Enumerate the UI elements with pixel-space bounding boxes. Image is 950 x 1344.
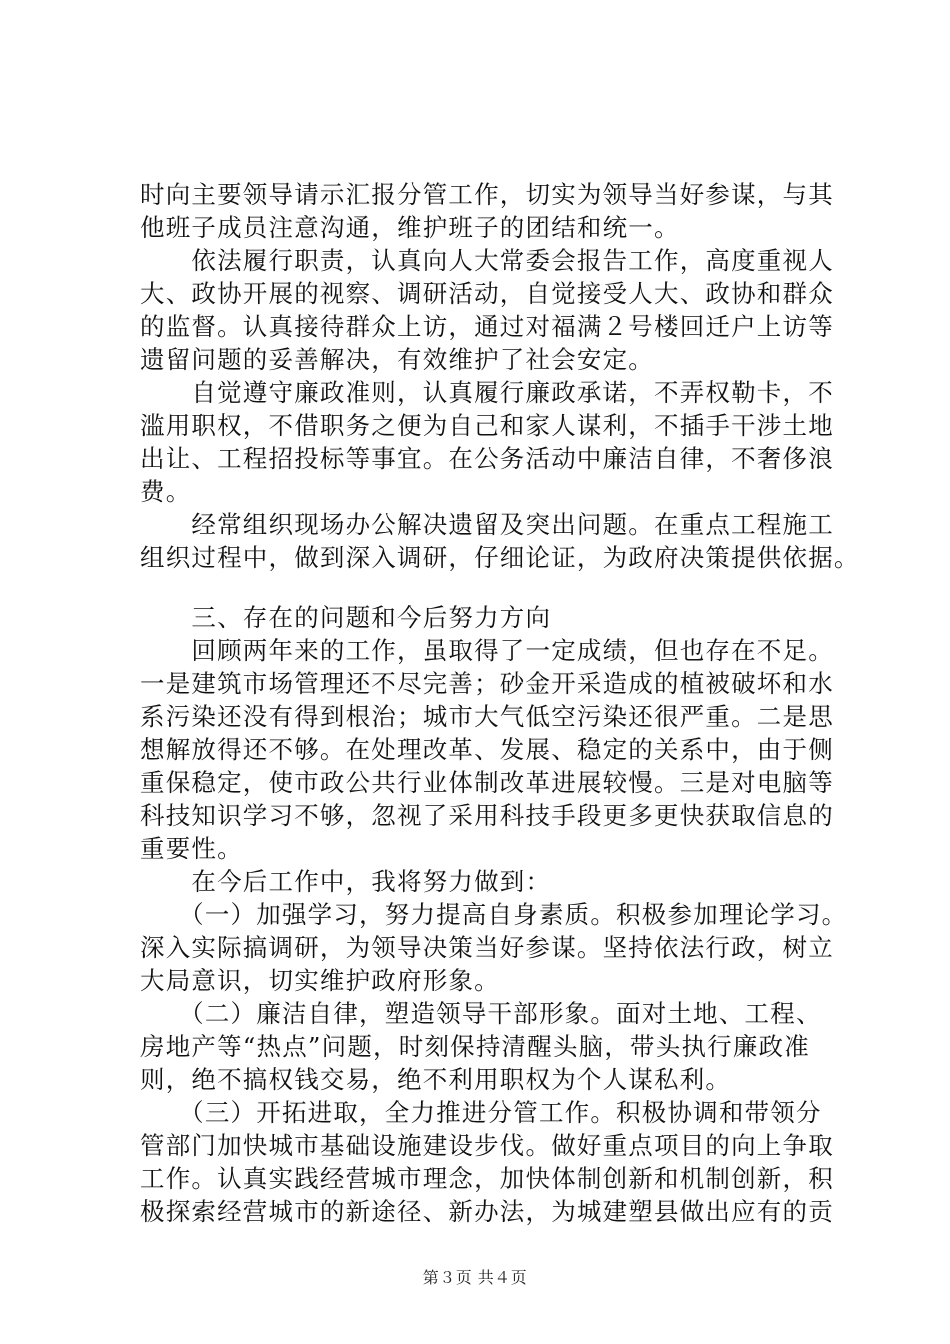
body-text-line: 依法履行职责，认真向人大常委会报告工作，高度重视人	[140, 246, 834, 275]
body-text-line: （二）廉洁自律，塑造领导干部形象。面对土地、工程、	[140, 999, 822, 1028]
body-text-line: 极探索经营城市的新途径、新办法，为城建塑县做出应有的贡	[140, 1197, 834, 1226]
body-text-line: 经常组织现场办公解决遗留及突出问题。在重点工程施工	[140, 510, 834, 539]
body-text-line: 大局意识，切实维护政府形象。	[140, 966, 500, 995]
page-number-footer: 第３页 共４页	[422, 1268, 528, 1287]
body-text-line: 管部门加快城市基础设施建设步伐。做好重点项目的向上争取	[140, 1131, 834, 1160]
body-text-line: 遗留问题的妥善解决，有效维护了社会安定。	[140, 345, 654, 374]
body-text-line: 大、政协开展的视察、调研活动，自觉接受人大、政协和群众	[140, 279, 834, 308]
body-text-line: 重要性。	[140, 834, 243, 863]
section-heading: 三、存在的问题和今后努力方向	[140, 603, 552, 632]
body-text-line: 时向主要领导请示汇报分管工作，切实为领导当好参谋，与其	[140, 180, 834, 209]
body-text-line: 工作。认真实践经营城市理念，加快体制创新和机制创新，积	[140, 1164, 834, 1193]
body-text-line: 一是建筑市场管理还不尽完善；砂金开采造成的植被破坏和水	[140, 669, 834, 698]
body-text-line: 他班子成员注意沟通，维护班子的团结和统一。	[140, 213, 680, 242]
body-text-line: 组织过程中，做到深入调研，仔细论证，为政府决策提供依据。	[140, 543, 860, 572]
body-text-line: 则，绝不搞权钱交易，绝不利用职权为个人谋私利。	[140, 1065, 732, 1094]
body-text-line: 出让、工程招投标等事宜。在公务活动中廉洁自律，不奢侈浪	[140, 444, 834, 473]
body-text-line: 深入实际搞调研，为领导决策当好参谋。坚持依法行政，树立	[140, 933, 834, 962]
body-text-line: 想解放得还不够。在处理改革、发展、稳定的关系中，由于侧	[140, 735, 834, 764]
body-text-line: 费。	[140, 477, 192, 506]
body-text-line: （三）开拓进取，全力推进分管工作。积极协调和带领分	[140, 1098, 822, 1127]
body-text-line: 滥用职权，不借职务之便为自己和家人谋利，不插手干涉土地	[140, 411, 834, 440]
body-text-line: 自觉遵守廉政准则，认真履行廉政承诺，不弄权勒卡，不	[140, 378, 834, 407]
body-text-line: （一）加强学习，努力提高自身素质。积极参加理论学习。	[140, 900, 848, 929]
body-text-line: 在今后工作中，我将努力做到：	[140, 867, 552, 896]
body-text-line: 系污染还没有得到根治；城市大气低空污染还很严重。二是思	[140, 702, 834, 731]
body-text-line: 回顾两年来的工作，虽取得了一定成绩，但也存在不足。	[140, 636, 834, 665]
body-text-line: 科技知识学习不够，忽视了采用科技手段更多更快获取信息的	[140, 801, 834, 830]
body-text-line: 房地产等“热点”问题，时刻保持清醒头脑，带头执行廉政准	[140, 1032, 810, 1061]
body-text-line: 的监督。认真接待群众上访，通过对福满２号楼回迁户上访等	[140, 312, 834, 341]
body-text-line: 重保稳定，使市政公共行业体制改革进展较慢。三是对电脑等	[140, 768, 834, 797]
